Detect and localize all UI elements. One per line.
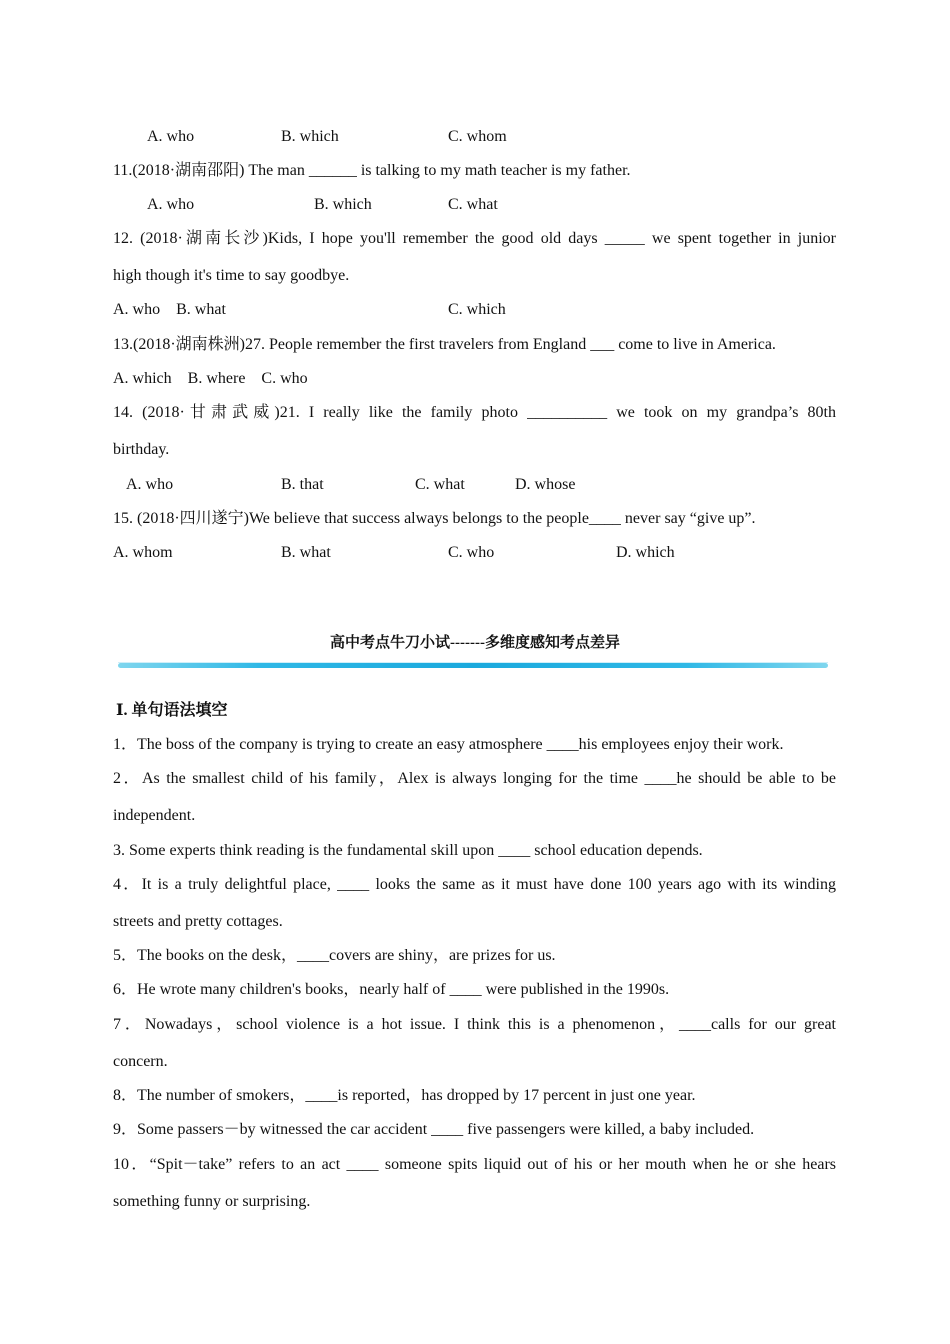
q10-option-a: A. who	[147, 128, 195, 145]
item-2-line1: 2．As the smallest child of his family，Alex is always longing for the time ____he should be able to be	[113, 770, 837, 787]
q11-option-b: B. which	[314, 196, 372, 213]
q15-option-b: B. what	[281, 544, 331, 561]
q15-option-c: C. who	[448, 544, 495, 561]
item-10-line1: 10．“Spit－take” refers to an act ____ someone spits liquid out of his or her mouth when he or she hears	[113, 1156, 836, 1173]
item-4-line2: streets and pretty cottages.	[113, 913, 283, 930]
item-4-line1: 4．It is a truly delightful place, ____ looks the same as it must have done 100 years ago with its winding	[113, 876, 836, 893]
q14-stem-line1: 14. (2018·甘肃武威)21. I really like the family photo __________ we took on my grandpa’s 80th	[113, 404, 836, 421]
q14-option-c: C. what	[415, 476, 465, 493]
q15-stem: 15. (2018·四川遂宁)We believe that success always belongs to the people____ never say “give up”.	[113, 510, 756, 527]
item-5: 5．The books on the desk，____covers are shiny，are prizes for us.	[113, 947, 556, 964]
q15-option-a: A. whom	[113, 544, 173, 561]
item-8: 8．The number of smokers，____is reported，has dropped by 17 percent in just one year.	[113, 1087, 696, 1104]
q12-options-ab: A. who B. what	[113, 301, 226, 318]
item-7-line1: 7．Nowadays，school violence is a hot issue. I think this is a phenomenon，____calls for our great	[113, 1016, 837, 1033]
q14-option-a: A. who	[126, 476, 174, 493]
item-9: 9．Some passers－by witnessed the car accident ____ five passengers were killed, a baby included.	[113, 1121, 755, 1138]
item-6: 6．He wrote many children's books，nearly half of ____ were published in the 1990s.	[113, 981, 670, 998]
q11-option-a: A. who	[147, 196, 195, 213]
q14-option-b: B. that	[281, 476, 324, 493]
q14-stem-line2: birthday.	[113, 441, 170, 458]
q12-option-c: C. which	[448, 301, 506, 318]
section-heading: Ⅰ. 单句语法填空	[116, 702, 228, 719]
item-2-line2: independent.	[113, 807, 196, 824]
q12-stem-line1: 12. (2018·湖南长沙)Kids, I hope you'll remember the good old days _____ we spent together in junior	[113, 230, 836, 247]
item-3: 3. Some experts think reading is the fundamental skill upon ____ school education depends.	[113, 842, 703, 859]
q13-options: A. which B. where C. who	[113, 370, 308, 387]
q10-option-c: C. whom	[448, 128, 507, 145]
section-title: 高中考点牛刀小试-------多维度感知考点差异	[330, 635, 620, 651]
q11-option-c: C. what	[448, 196, 498, 213]
item-7-line2: concern.	[113, 1053, 168, 1070]
q14-option-d: D. whose	[515, 476, 576, 493]
q10-option-b: B. which	[281, 128, 339, 145]
q15-option-d: D. which	[616, 544, 675, 561]
section-divider	[118, 662, 828, 669]
q13-stem: 13.(2018·湖南株洲)27. People remember the first travelers from England ___ come to live in America.	[113, 336, 776, 353]
q11-stem: 11.(2018·湖南邵阳) The man ______ is talking to my math teacher is my father.	[113, 162, 631, 179]
q12-stem-line2: high though it's time to say goodbye.	[113, 267, 350, 284]
item-1: 1．The boss of the company is trying to create an easy atmosphere ____his employees enjoy their work.	[113, 736, 784, 753]
item-10-line2: something funny or surprising.	[113, 1193, 311, 1210]
